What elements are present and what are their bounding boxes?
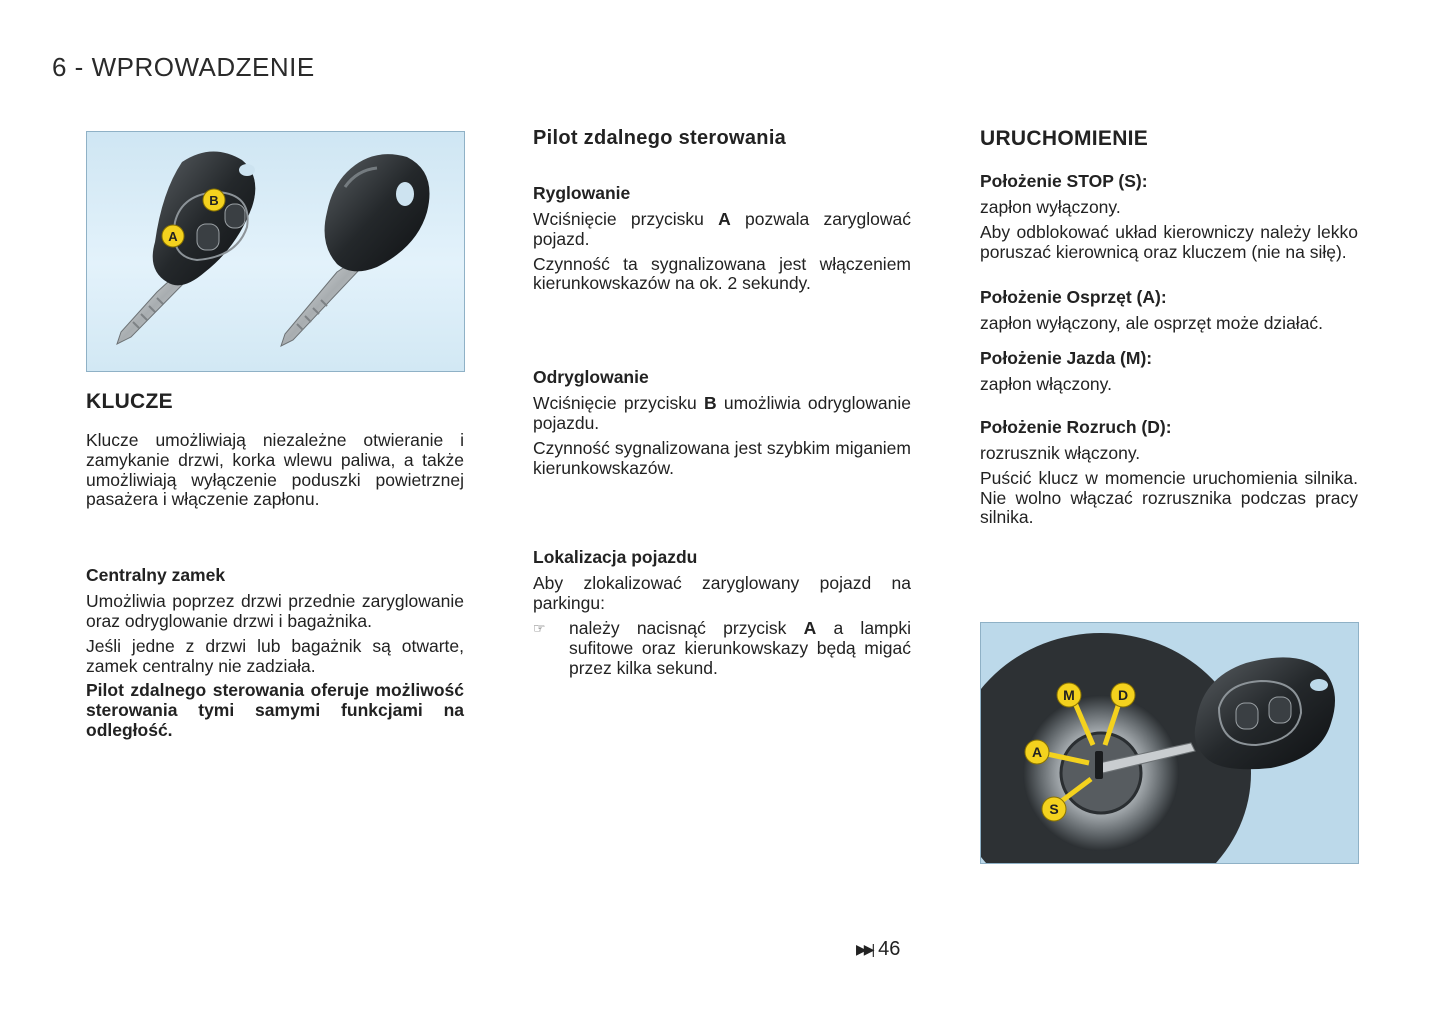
position-jazda-title: Położenie Jazda (M): (980, 348, 1153, 369)
ryglowanie-paragraph-2: Czynność ta sygnalizowana jest włączeniem kierunkowskazów na ok. 2 sekundy. (533, 253, 911, 294)
page-title: 6 - WPROWADZENIE (52, 52, 315, 82)
keyring-hole (1310, 679, 1328, 691)
page-number-value: 46 (878, 938, 901, 960)
label-a: A (1031, 744, 1043, 760)
subsection-title-ryglowanie: Ryglowanie (533, 183, 631, 203)
section-title-uruchomienie: URUCHOMIENIE (980, 127, 1149, 150)
odryglowanie-paragraph-2: Czynność sygnalizowana jest szybkim miganiem kierunkowskazów. (533, 437, 911, 478)
position-stop-title: Położenie STOP (S): (980, 171, 1148, 191)
keyring-hole (239, 164, 255, 176)
odryglowanie-paragraph-1: Wciśnięcie przycisku B umożliwia odryglowanie pojazdu. (533, 393, 911, 433)
remote-key (153, 151, 256, 285)
column-remote (533, 127, 911, 678)
label-a: A (168, 229, 178, 244)
ignition-illustration (981, 623, 1358, 863)
lokalizacja-paragraph: Aby zlokalizować zaryglowany pojazd na parkingu: (533, 573, 911, 614)
key-slot (1095, 751, 1103, 779)
plain-key-blade (281, 260, 361, 346)
button-b (225, 204, 245, 228)
ignition-figure (980, 622, 1359, 864)
ryglowanie-paragraph-1: Wciśnięcie przycisku A pozwala zaryglować pojazd. (533, 209, 911, 249)
keyring-hole (396, 182, 414, 206)
column-ignition (980, 127, 1358, 533)
button-a-ref: A (718, 209, 731, 229)
position-rozruch-title: Położenie Rozruch (D): (980, 416, 1172, 437)
position-rozruch-text-1: rozrusznik włączony. (980, 442, 1141, 463)
lokalizacja-bullet: ☞ należy nacisnąć przycisk A a lampki sufitowe oraz kierunkowskazy będą migać przez kilka sekund. (533, 617, 911, 678)
column-keys (86, 390, 464, 746)
button-b-ref: B (703, 393, 717, 414)
subsection-title-centralny-zamek: Centralny zamek (86, 565, 226, 586)
subsection-title-lokalizacja: Lokalizacja pojazdu (533, 547, 698, 568)
zamek-paragraph-2: Jeśli jedne z drzwi lub bagażnik są otwarte, zamek centralny nie zadziała. (86, 635, 464, 676)
keys-illustration (87, 132, 464, 371)
klucze-paragraph: Klucze umożliwiają niezależne otwieranie i zamykanie drzwi, korka wlewu paliwa, a także umożliwiają wyłączenie poduszki powietrznej pasażera i włączenie zapłonu. (86, 430, 464, 510)
section-title-pilot: Pilot zdalnego sterowania (533, 127, 787, 149)
position-osprzet-title: Położenie Osprzęt (A): (980, 287, 1167, 308)
button-a (1236, 703, 1258, 729)
plain-key (325, 154, 430, 271)
button-a (197, 224, 219, 250)
pointing-hand-icon: ☞ (533, 619, 546, 636)
position-jazda-text: zapłon włączony. (980, 374, 1112, 395)
label-m: M (1063, 687, 1075, 703)
position-stop-text-1: zapłon wyłączony. (980, 197, 1121, 217)
keys-figure (86, 131, 465, 372)
label-b: B (209, 193, 219, 208)
button-b (1269, 697, 1291, 723)
subsection-title-odryglowanie: Odryglowanie (533, 367, 649, 388)
button-a-ref: A (803, 617, 817, 638)
position-rozruch-text-2: Puścić klucz w momencie uruchomienia silnika. Nie wolno włączać rozrusznika podczas pracy silnika. (980, 467, 1358, 528)
page-number (856, 938, 900, 961)
position-stop-text-2: Aby odblokować układ kierowniczy należy lekko poruszać kierownicą oraz kluczem (nie na siłę). (980, 221, 1358, 262)
next-page-icon[interactable]: ▶▶| (856, 941, 873, 957)
zamek-paragraph-1: Umożliwia poprzez drzwi przednie zaryglowanie oraz odryglowanie drzwi i bagażnika. (86, 591, 464, 631)
label-d: D (1117, 687, 1129, 703)
position-osprzet-text: zapłon wyłączony, ale osprzęt może działać. (980, 313, 1324, 334)
label-s: S (1049, 801, 1059, 817)
section-title-klucze: KLUCZE (86, 390, 173, 413)
zamek-paragraph-3: Pilot zdalnego sterowania oferuje możliwość sterowania tymi samymi funkcjami na odległość. (86, 680, 464, 740)
